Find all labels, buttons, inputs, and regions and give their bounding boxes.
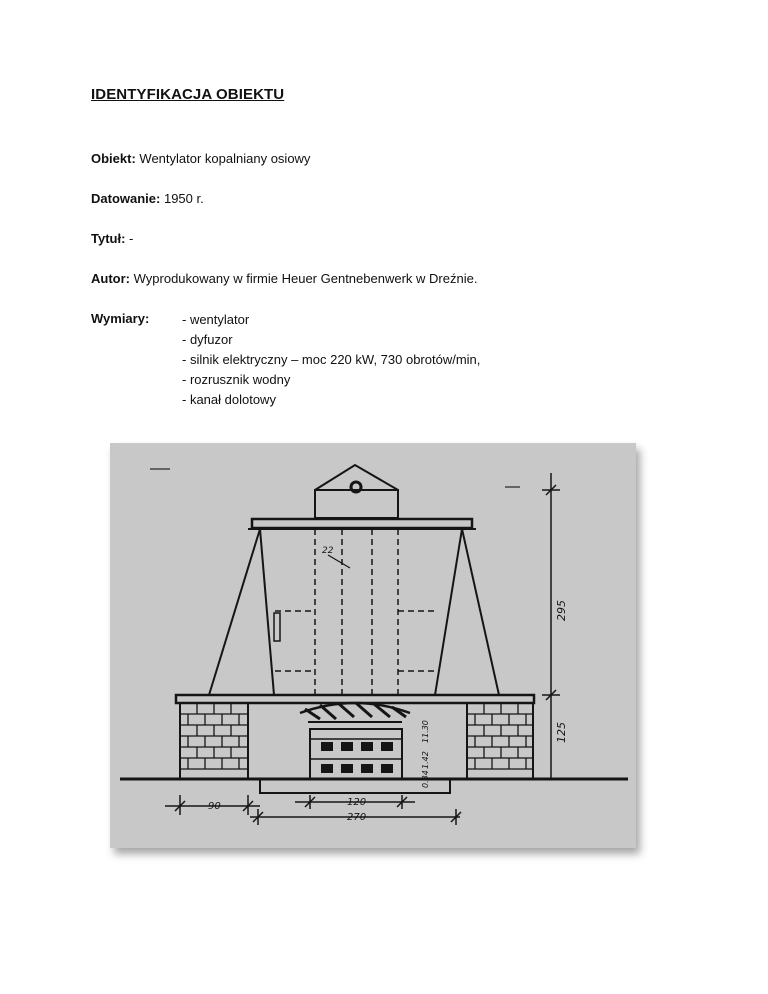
field-autor-label: Autor: <box>91 271 130 286</box>
dim-width-inner: 120 <box>347 797 367 808</box>
field-datowanie-value: 1950 r. <box>163 191 204 206</box>
wymiary-list <box>182 310 480 410</box>
field-autor-value: Wyprodukowany w firmie Heuer Gentnebenwerk w Dreźnie. <box>133 271 478 286</box>
wymiary-item: - rozrusznik wodny <box>182 372 291 387</box>
dim-inner-1: 1.42 <box>421 751 430 769</box>
motor-housing <box>315 465 398 518</box>
field-autor <box>91 270 477 288</box>
field-obiekt-value: Wentylator kopalniany osiowy <box>139 151 311 166</box>
field-tytul-label: Tytuł: <box>91 231 126 246</box>
brick-pillar-left <box>180 703 248 779</box>
dim-height-total: 295 <box>555 600 568 621</box>
dim-inner-2: 11.30 <box>421 720 430 743</box>
field-tytul-value: - <box>129 231 134 246</box>
wymiary-item: - kanał dolotowy <box>182 392 276 407</box>
technical-drawing <box>110 443 636 848</box>
field-datowanie <box>91 190 204 208</box>
wymiary-item: - wentylator <box>182 312 250 327</box>
page-title: IDENTYFIKACJA OBIEKTU <box>91 86 285 103</box>
brick-pillar-right <box>467 703 533 779</box>
wymiary-item: - dyfuzor <box>182 332 233 347</box>
dim-width-total: 270 <box>347 812 367 823</box>
dim-width-wall: 90 <box>208 801 221 812</box>
field-tytul <box>91 230 133 248</box>
dim-height-base: 125 <box>555 722 568 743</box>
wymiary-label: Wymiary: <box>91 311 150 326</box>
part-label: 22 <box>322 546 334 556</box>
fan-rotor <box>300 703 410 779</box>
diffuser <box>209 529 499 695</box>
top-plate <box>252 519 472 528</box>
shaft-dashed <box>275 529 438 695</box>
fan-drawing-svg <box>110 443 636 848</box>
dim-inner-3: 0.34 <box>421 770 430 788</box>
field-obiekt <box>91 150 310 168</box>
wymiary-item: - silnik elektryczny – moc 220 kW, 730 obrotów/min, <box>182 352 481 367</box>
field-datowanie-label: Datowanie: <box>91 191 161 206</box>
field-obiekt-label: Obiekt: <box>91 151 136 166</box>
